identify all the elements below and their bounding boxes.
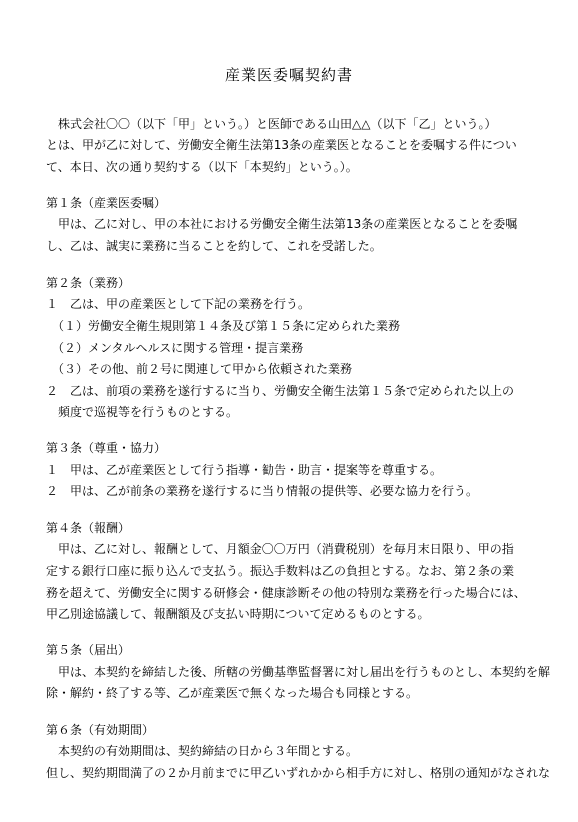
- article-1-heading: 第１条（産業医委嘱）: [46, 196, 167, 210]
- article-2-line: （３）その他、前２号に関連して甲から依頼された業務: [46, 362, 353, 376]
- intro-line: とは、甲が乙に対して、労働安全衛生法第13条の産業医となることを委嘱する件につい: [46, 138, 517, 152]
- article-2-line: ２ 乙は、前項の業務を遂行するに当り、労働安全衛生法第１５条で定められた以上の: [46, 384, 515, 398]
- article-3-heading: 第３条（尊重・協力）: [46, 441, 167, 455]
- article-2-line: （２）メンタルヘルスに関する管理・提言業務: [46, 341, 304, 355]
- intro-line: 株式会社〇〇（以下「甲」という。）と医師である山田△△（以下「乙」という。）: [46, 117, 497, 131]
- article-2-line: 頻度で巡視等を行うものとする。: [46, 405, 239, 419]
- article-2-line: （１）労働安全衛生規則第１４条及び第１５条に定められた業務: [46, 319, 401, 333]
- article-5-line: 甲は、本契約を締結した後、所轄の労働基準監督署に対し届出を行うものとし、本契約を解: [46, 665, 551, 679]
- article-1-line: し、乙は、誠実に業務に当ることを約して、これを受諾した。: [46, 239, 382, 253]
- intro-line: て、本日、次の通り契約する（以下「本契約」という。）。: [46, 160, 358, 174]
- article-2-heading: 第２条（業務）: [46, 276, 131, 290]
- article-3-line: １ 甲は、乙が産業医として行う指導・勧告・助言・提案等を尊重する。: [46, 463, 443, 477]
- article-6-line: 但し、契約期間満了の２か月前までに甲乙いずれかから相手方に対し、格別の通知がなされな: [46, 766, 551, 780]
- article-2-line: １ 乙は、甲の産業医として下記の業務を行う。: [46, 297, 311, 311]
- article-3-line: ２ 甲は、乙が前条の業務を遂行するに当り情報の提供等、必要な協力を行う。: [46, 484, 479, 498]
- article-1-line: 甲は、乙に対し、甲の本社における労働安全衛生法第13条の産業医となることを委嘱: [46, 217, 518, 231]
- article-4-line: 務を超えて、労働安全に関する研修会・健康診断その他の特別な業務を行った場合には、: [46, 586, 526, 600]
- document-title: 産業医委嘱契約書: [224, 66, 353, 84]
- article-6-line: 本契約の有効期間は、契約締結の日から３年間とする。: [46, 744, 359, 758]
- article-4-line: 甲は、乙に対し、報酬として、月額金〇〇万円（消費税別）を毎月末日限り、甲の指: [46, 542, 514, 556]
- article-5-line: 除・解約・終了する等、乙が産業医で無くなった場合も同様とする。: [46, 686, 419, 700]
- article-4-line: 甲乙別途協議して、報酬額及び支払い時期について定めるものとする。: [46, 607, 430, 621]
- article-4-heading: 第４条（報酬）: [46, 521, 131, 535]
- article-5-heading: 第５条（届出）: [46, 643, 131, 657]
- article-4-line: 定する銀行口座に振り込んで支払う。振込手数料は乙の負担とする。なお、第２条の業: [46, 564, 515, 578]
- article-6-heading: 第６条（有効期間）: [46, 723, 155, 737]
